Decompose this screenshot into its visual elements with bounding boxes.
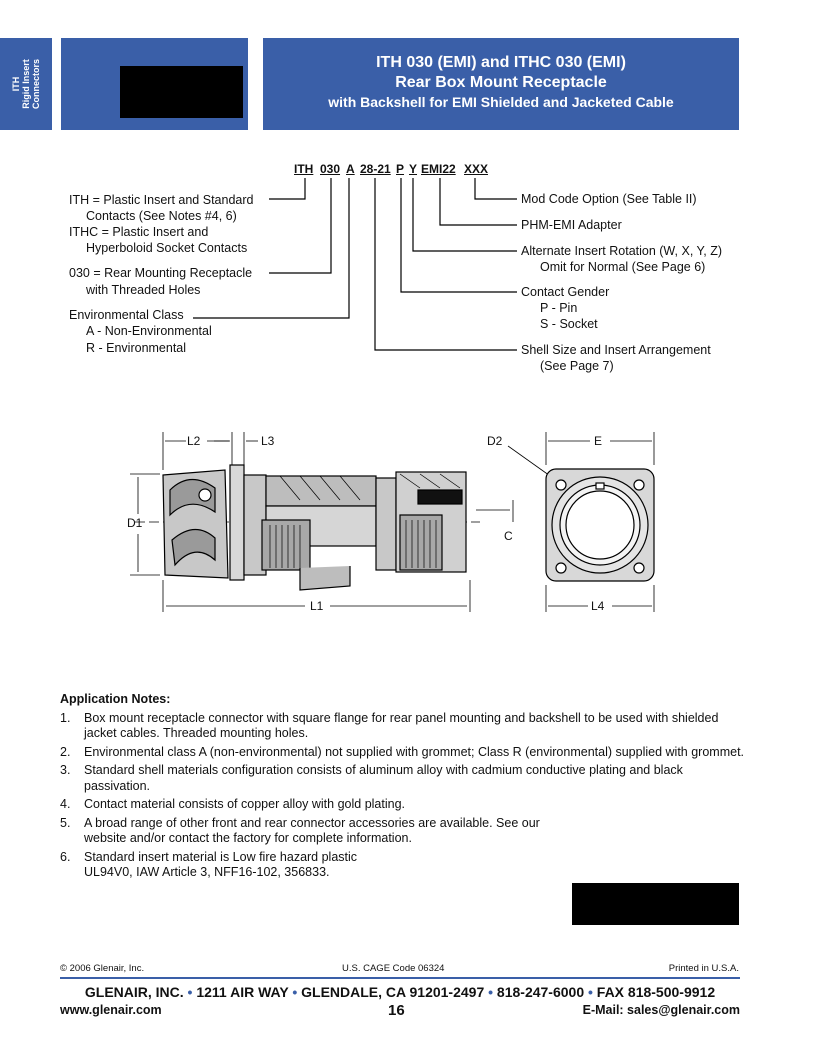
leader-shell bbox=[375, 178, 517, 350]
label-gender-pin: P - Pin bbox=[540, 301, 578, 315]
pn-gender: P bbox=[396, 162, 405, 176]
label-030-holes: with Threaded Holes bbox=[86, 283, 201, 297]
label-shell-note: (See Page 7) bbox=[540, 359, 614, 373]
footer-fax: FAX 818-500-9912 bbox=[596, 984, 716, 1000]
label-gender-socket: S - Socket bbox=[540, 317, 598, 331]
label-rotation-note: Omit for Normal (See Page 6) bbox=[540, 260, 706, 274]
connector-front-view bbox=[508, 432, 654, 612]
footer-phone: 818-247-6000 bbox=[496, 984, 585, 1000]
footer-city: GLENDALE, CA 91201-2497 bbox=[301, 984, 485, 1000]
pn-series: ITH bbox=[294, 162, 314, 176]
label-ith: ITH = Plastic Insert and Standard bbox=[69, 193, 254, 207]
label-mod-code: Mod Code Option (See Table II) bbox=[521, 192, 697, 206]
dim-e: E bbox=[594, 434, 603, 448]
note-item: 4. Contact material consists of copper alloy with gold plating. bbox=[60, 797, 405, 811]
footer-street: 1211 AIR WAY bbox=[196, 984, 289, 1000]
pn-mod: XXX bbox=[464, 162, 489, 176]
section-tab-line2: Rigid Insert bbox=[21, 59, 31, 109]
label-phm-emi: PHM-EMI Adapter bbox=[521, 218, 622, 232]
label-gender: Contact Gender bbox=[521, 285, 610, 299]
leader-series bbox=[269, 178, 305, 199]
dim-l4: L4 bbox=[591, 599, 605, 613]
section-tab-line3: Connectors bbox=[31, 58, 41, 110]
label-rotation: Alternate Insert Rotation (W, X, Y, Z) bbox=[521, 244, 723, 258]
footer-cage: U.S. CAGE Code 06324 bbox=[342, 963, 445, 974]
title-line1: ITH 030 (EMI) and ITHC 030 (EMI) bbox=[376, 54, 626, 71]
note-item: 5. A broad range of other front and rear connector accessories are available. See our website and/or contact the factory for complete information. bbox=[60, 815, 540, 845]
connector-side-view bbox=[130, 432, 513, 612]
leader-type bbox=[269, 178, 331, 273]
dim-d1: D1 bbox=[127, 516, 143, 530]
label-env-class: Environmental Class bbox=[69, 308, 184, 322]
title-line2: Rear Box Mount Receptacle bbox=[395, 74, 607, 91]
footer-copyright: © 2006 Glenair, Inc. bbox=[60, 963, 145, 974]
pn-type: 030 bbox=[320, 162, 341, 176]
pn-shell: 28-21 bbox=[360, 162, 391, 176]
dim-l1: L1 bbox=[310, 599, 324, 613]
pn-rotation: Y bbox=[409, 162, 418, 176]
footer-rule bbox=[60, 977, 740, 979]
label-shell: Shell Size and Insert Arrangement bbox=[521, 343, 711, 357]
note-item: 2. Environmental class A (non-environmental) not supplied with grommet; Class R (environmental) supplied with grommet. bbox=[60, 744, 745, 759]
leader-gender bbox=[401, 178, 517, 292]
footer-printed: Printed in U.S.A. bbox=[668, 963, 739, 974]
application-notes bbox=[60, 692, 750, 884]
dim-d2: D2 bbox=[487, 434, 503, 448]
pn-adapter: EMI22 bbox=[421, 162, 456, 176]
footer-website-link[interactable]: www.glenair.com bbox=[60, 1003, 162, 1017]
leader-rotation bbox=[413, 178, 517, 251]
footer-address: GLENAIR, INC. • 1211 AIR WAY • GLENDALE, CA 91201-2497 • 818-247-6000 • FAX 818-500-9912 bbox=[84, 984, 716, 1000]
section-tab-line1: ITH bbox=[11, 76, 21, 92]
notes-heading: Application Notes: bbox=[60, 692, 171, 706]
title-line3: with Backshell for EMI Shielded and Jacketed Cable bbox=[328, 94, 674, 110]
label-env-r: R - Environmental bbox=[86, 341, 187, 355]
label-ithc: ITHC = Plastic Insert and bbox=[69, 225, 209, 239]
note-item: 3. Standard shell materials configuration consists of aluminum alloy with cadmium conductive plating and black passivation. bbox=[60, 763, 683, 793]
footer-company: GLENAIR, INC. bbox=[84, 984, 184, 1000]
footer-email-link[interactable]: E-Mail: sales@glenair.com bbox=[582, 1003, 740, 1017]
leader-adapter bbox=[440, 178, 517, 225]
label-env-a: A - Non-Environmental bbox=[86, 324, 212, 338]
pn-class: A bbox=[346, 162, 355, 176]
dim-l3: L3 bbox=[261, 434, 275, 448]
dim-c: C bbox=[504, 529, 513, 543]
label-ithc-contacts: Hyperboloid Socket Contacts bbox=[86, 241, 248, 255]
page-number: 16 bbox=[388, 1002, 405, 1019]
dim-l2: L2 bbox=[187, 434, 201, 448]
label-030: 030 = Rear Mounting Receptacle bbox=[69, 266, 253, 280]
note-item: 6. Standard insert material is Low fire hazard plastic UL94V0, IAW Article 3, NFF16-102, 356833. bbox=[60, 849, 358, 879]
leader-mod bbox=[475, 178, 517, 199]
redaction-block bbox=[572, 883, 739, 925]
note-item: 1. Box mount receptacle connector with square flange for rear panel mounting and backshell to be used with shielded jacket cables. Threaded mounting holes. bbox=[60, 710, 719, 740]
label-ith-contacts: Contacts (See Notes #4, 6) bbox=[86, 209, 237, 223]
